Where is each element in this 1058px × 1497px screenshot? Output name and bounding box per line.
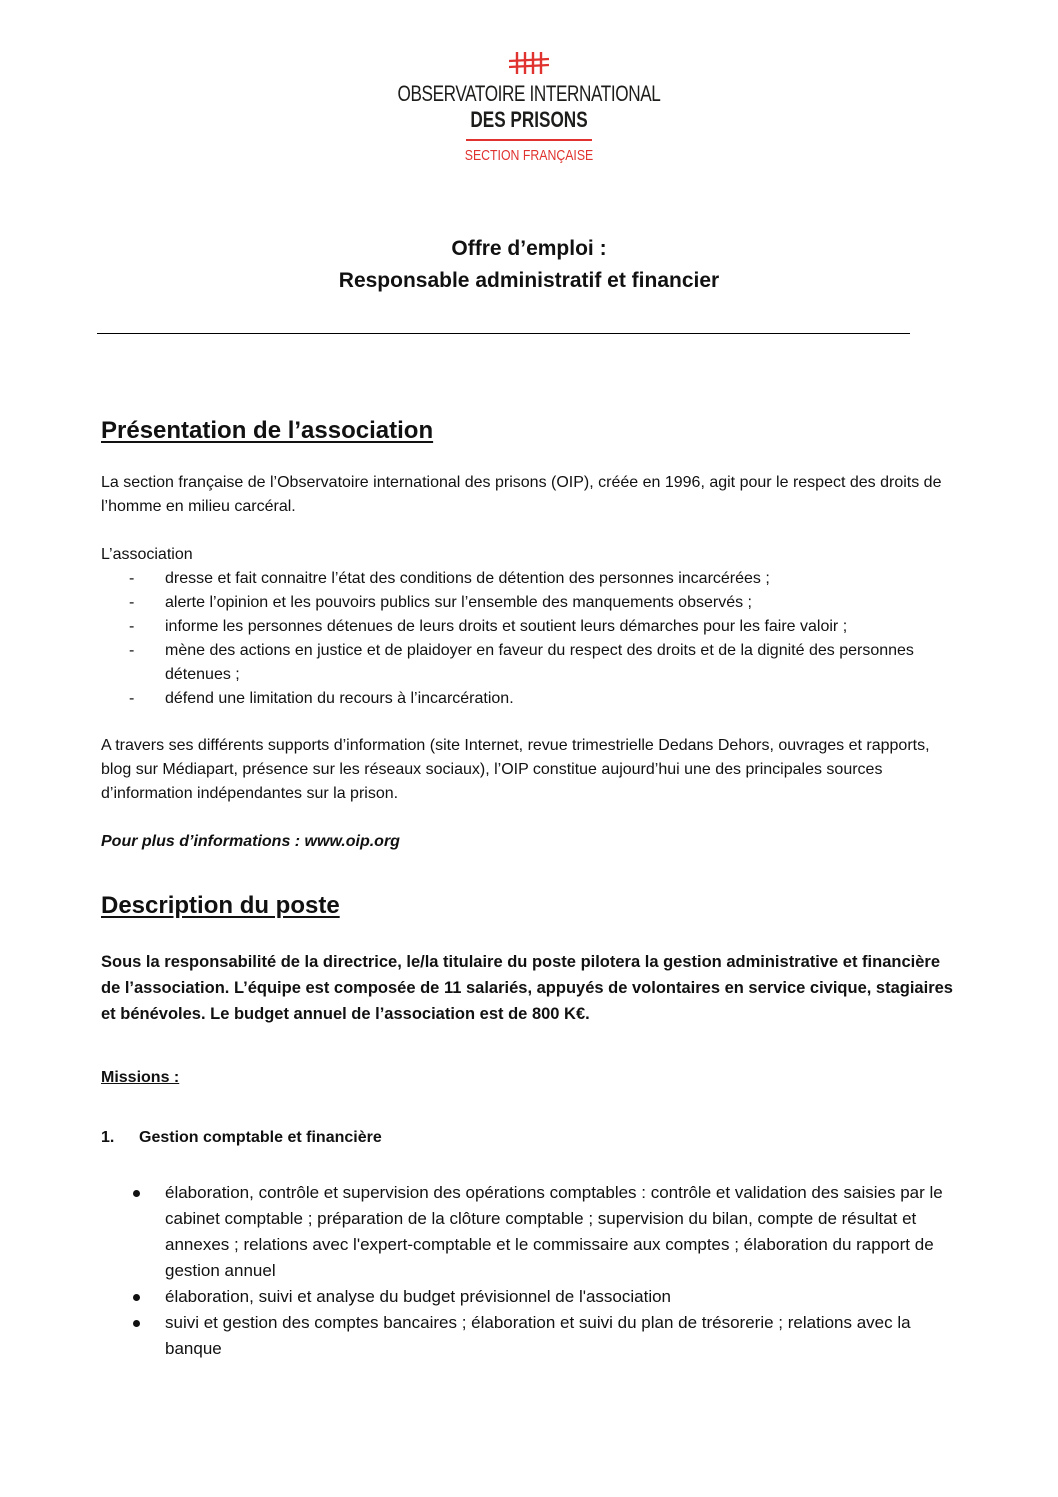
dash-bullet-icon: - [129, 690, 135, 707]
oip-logo [0, 50, 1058, 165]
description-summary: Sous la responsabilité de la directrice, le/la titulaire du poste pilotera la gestion administrative et financière de l’association. L’équipe est composée de 11 salariés, appuyés de volontaires en service civique, stagiaires et bénévoles. Le budget annuel de l’association est de 800 K€. [101, 953, 953, 1023]
document-title [0, 233, 1058, 297]
list-item: - informe les personnes détenues de leurs droits et soutient leurs démarches pour les faire valoir ; [101, 615, 961, 639]
title-divider [97, 333, 910, 334]
supports-block [101, 734, 961, 806]
supports-paragraph: A travers ses différents supports d’information (site Internet, revue trimestrielle Dedans Dehors, ouvrages et rapports, blog sur Médiapart, présence sur les réseaux sociaux), l’OIP constitue aujourd’hui une des principales sources d’information indépendantes sur la prison. [101, 737, 930, 802]
association-actions-list [101, 567, 961, 711]
list-item: - dresse et fait connaitre l’état des conditions de détention des personnes incarcérées ; [101, 567, 961, 591]
association-list-intro: L’association [101, 546, 193, 563]
dash-bullet-icon: - [129, 642, 135, 659]
bullet-icon [133, 1190, 140, 1197]
logo-name-line1: OBSERVATOIRE INTERNATIONAL [397, 81, 661, 106]
presentation-intro: La section française de l’Observatoire international des prisons (OIP), créée en 1996, agit pour le respect des droits de l’homme en milieu carcéral. [101, 474, 942, 515]
description-summary-block [101, 949, 961, 1027]
dash-bullet-icon: - [129, 570, 135, 587]
logo-divider [466, 139, 592, 141]
tally-marks-icon [505, 50, 553, 76]
logo-section-label: SECTION FRANÇAISE [464, 147, 594, 164]
more-info-link[interactable]: Pour plus d’informations : www.oip.org [101, 833, 400, 850]
presentation-heading: Présentation de l’association [101, 417, 434, 444]
presentation-section [101, 416, 961, 446]
missions-label-block [101, 1066, 961, 1090]
mission1-number: 1. [101, 1129, 115, 1146]
list-item: - mène des actions en justice et de plaidoyer en faveur du respect des droits et de la dignité des personnes détenues ; [101, 639, 961, 687]
description-section [101, 891, 961, 921]
bullet-icon [133, 1294, 140, 1301]
association-list-block [101, 543, 961, 711]
mission1-tasks-list [101, 1180, 971, 1362]
dash-bullet-icon: - [129, 618, 135, 635]
mission1-heading [101, 1126, 961, 1150]
title-line1: Offre d’emploi : [451, 237, 607, 260]
presentation-intro-block [101, 471, 961, 519]
mission1-heading-block [101, 1126, 961, 1150]
list-item: suivi et gestion des comptes bancaires ; élaboration et suivi du plan de trésorerie ; relations avec la banque [101, 1310, 971, 1362]
mission1-list-block [101, 1180, 971, 1362]
list-item: élaboration, suivi et analyse du budget prévisionnel de l'association [101, 1284, 971, 1310]
list-item: élaboration, contrôle et supervision des opérations comptables : contrôle et validation des saisies par le cabinet comptable ; préparation de la clôture comptable ; supervision du bilan, compte de résultat et annexes ; relations avec l'expert-comptable et le commissaire aux comptes ; élaboration du rapport de gestion annuel [101, 1180, 971, 1284]
dash-bullet-icon: - [129, 594, 135, 611]
list-item: - alerte l’opinion et les pouvoirs publics sur l’ensemble des manquements observés ; [101, 591, 961, 615]
title-line2: Responsable administratif et financier [338, 269, 720, 292]
logo-name-line2: DES PRISONS [470, 107, 588, 132]
missions-label: Missions : [101, 1069, 180, 1086]
list-item: - défend une limitation du recours à l’incarcération. [101, 687, 961, 711]
bullet-icon [133, 1320, 140, 1327]
more-info-block [101, 830, 961, 854]
description-heading: Description du poste [101, 892, 340, 919]
mission1-title: Gestion comptable et financière [139, 1129, 382, 1146]
